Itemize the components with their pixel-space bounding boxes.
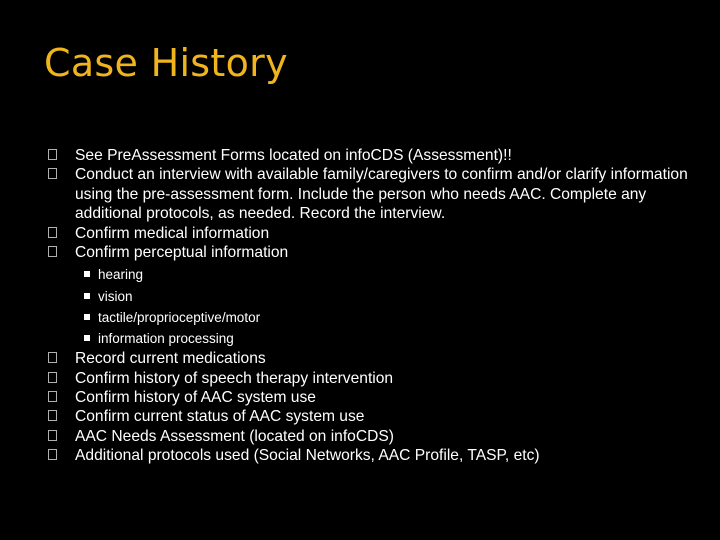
bullet-text: Record current medications [75,350,266,368]
bullet-text: Confirm current status of AAC system use [75,408,365,426]
sub-bullet-item [48,328,688,349]
checkbox-bullet-icon [48,168,57,179]
sub-bullet-item [48,264,688,285]
sub-bullet-item [48,307,688,328]
bullet-item [48,243,688,262]
bullet-item [48,224,688,243]
square-bullet-icon [84,335,90,341]
bullet-item [48,349,688,368]
bullet-text: Confirm history of speech therapy intervention [75,369,394,387]
checkbox-bullet-icon [48,410,57,421]
bullet-text: Confirm medical information [75,224,270,242]
bullet-item [48,446,688,465]
square-bullet-icon [84,314,90,320]
checkbox-bullet-icon [48,430,57,441]
checkbox-bullet-icon [48,391,57,402]
bullet-item [48,146,688,165]
sub-bullet-item [48,286,688,307]
checkbox-bullet-icon [48,372,57,383]
bullet-text: AAC Needs Assessment (located on infoCDS) [75,427,394,445]
checkbox-bullet-icon [48,246,57,257]
checkbox-bullet-icon [48,227,57,238]
bullet-text: Confirm perceptual information [75,244,289,262]
square-bullet-icon [84,293,90,299]
slide-title: Case History [44,41,288,85]
sub-bullet-text: information processing [98,331,234,347]
bullet-text: Conduct an interview with available family/caregivers to confirm and/or clarify information using the pre-assessment form. Include the person who needs AAC. Complete any additional protocols, as needed. Record the interview. [75,166,688,223]
bullet-item [48,369,688,388]
sub-bullet-text: hearing [98,267,144,283]
bullet-item [48,388,688,407]
bullet-item [48,165,688,223]
checkbox-bullet-icon [48,352,57,363]
checkbox-bullet-icon [48,449,57,460]
bullet-item [48,427,688,446]
bullet-text: See PreAssessment Forms located on infoCDS (Assessment)!! [75,147,512,164]
sub-bullet-text: vision [98,288,133,304]
sub-bullet-list [48,264,688,349]
square-bullet-icon [84,271,90,277]
sub-bullet-text: tactile/proprioceptive/motor [98,309,261,325]
bullet-text: Additional protocols used (Social Networks, AAC Profile, TASP, etc) [75,447,540,465]
checkbox-bullet-icon [48,149,57,160]
bullet-text: Confirm history of AAC system use [75,389,316,407]
bullet-item [48,407,688,426]
bullet-list [48,146,688,466]
